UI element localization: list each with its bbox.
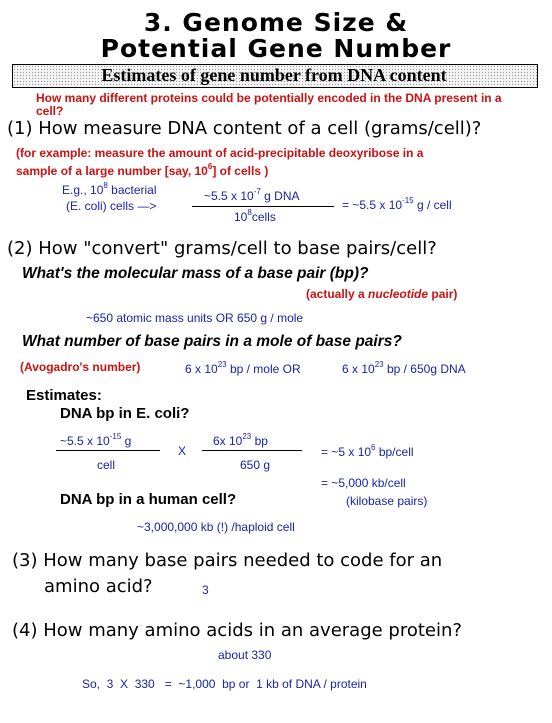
question-3-heading-line-1: (3) How many base pairs needed to code for an	[12, 550, 443, 571]
ecoli-kb-result: = ~5,000 kb/cell	[321, 476, 406, 490]
times-sign: X	[178, 444, 187, 458]
human-value: ~3,000,000 kb (!) /haploid cell	[137, 520, 295, 534]
q1-result: = ~5.5 x $10^{-15}$ g / cell	[342, 196, 452, 212]
fraction-2-denominator: 650 g	[240, 458, 271, 472]
fraction-1-bar	[56, 450, 160, 451]
arrow: —>	[137, 199, 157, 213]
fraction-1-denominator: cell	[97, 458, 116, 472]
q1-fraction-bar	[192, 206, 334, 207]
conclusion: So, 3 X 330 = ~1,000 bp or 1 kb of DNA / protein	[82, 677, 367, 691]
q1-denominator: $10^8cells$	[234, 208, 276, 224]
mole-per-bp: 6 x $10^{23}$ bp / mole OR	[185, 360, 301, 376]
banner-text: Estimates of gene number from DNA content	[101, 65, 447, 85]
question-1-note-line-1: (for example: measure the amount of acid-precipitable deoxyribose in a	[16, 146, 424, 160]
bp-per-dna: 6 x $10^{23}$ bp / 650g DNA	[342, 360, 466, 376]
intro-question: How many different proteins could be potentially encoded in the DNA present in a cell?	[36, 91, 502, 118]
example-line-1: E.g., $10^8$ bacterial	[62, 181, 157, 197]
question-2-sub-2: What number of base pairs in a mole of base pairs?	[22, 333, 402, 350]
example-line-2: (E. coli) cells —>	[66, 199, 157, 213]
q1-numerator: ~5.5 x $10^{-7}$ g DNA	[204, 187, 300, 203]
nucleotide-note: (actually a nucleotide pair)	[306, 287, 458, 301]
question-4-heading: (4) How many amino acids in an average protein?	[12, 620, 462, 641]
fraction-2-bar	[202, 450, 302, 451]
human-heading: DNA bp in a human cell?	[60, 491, 237, 508]
avogadro-label: (Avogadro's number)	[20, 360, 141, 374]
question-4-answer: about 330	[218, 648, 272, 662]
kilobase-note: (kilobase pairs)	[346, 494, 428, 508]
question-2-heading: (2) How "convert" grams/cell to base pairs/cell?	[7, 238, 437, 259]
fraction-1-numerator: ~5.5 x $10^{-15}$ g	[60, 432, 132, 448]
fraction-2-numerator: 6x $10^{23}$ bp	[213, 432, 268, 448]
question-1-heading: (1) How measure DNA content of a cell (grams/cell)?	[7, 118, 482, 139]
question-1-note-line-2: sample of a large number [say, $10^6$] of cells )	[16, 162, 269, 178]
molecular-mass: ~650 atomic mass units OR 650 g / mole	[86, 311, 304, 325]
ecoli-heading: DNA bp in E. coli?	[60, 405, 190, 422]
question-3-heading-line-2: amino acid?	[44, 576, 153, 597]
question-3-answer: 3	[202, 583, 209, 597]
page-title-line-2: Potential Gene Number	[100, 34, 452, 63]
estimates-heading: Estimates:	[26, 387, 102, 404]
page-title-line-1: 3. Genome Size &	[143, 8, 409, 37]
question-2-sub-1: What's the molecular mass of a base pair (bp)?	[22, 265, 369, 282]
ecoli-bp-result: = ~5 x $10^6$ bp/cell	[321, 443, 414, 459]
